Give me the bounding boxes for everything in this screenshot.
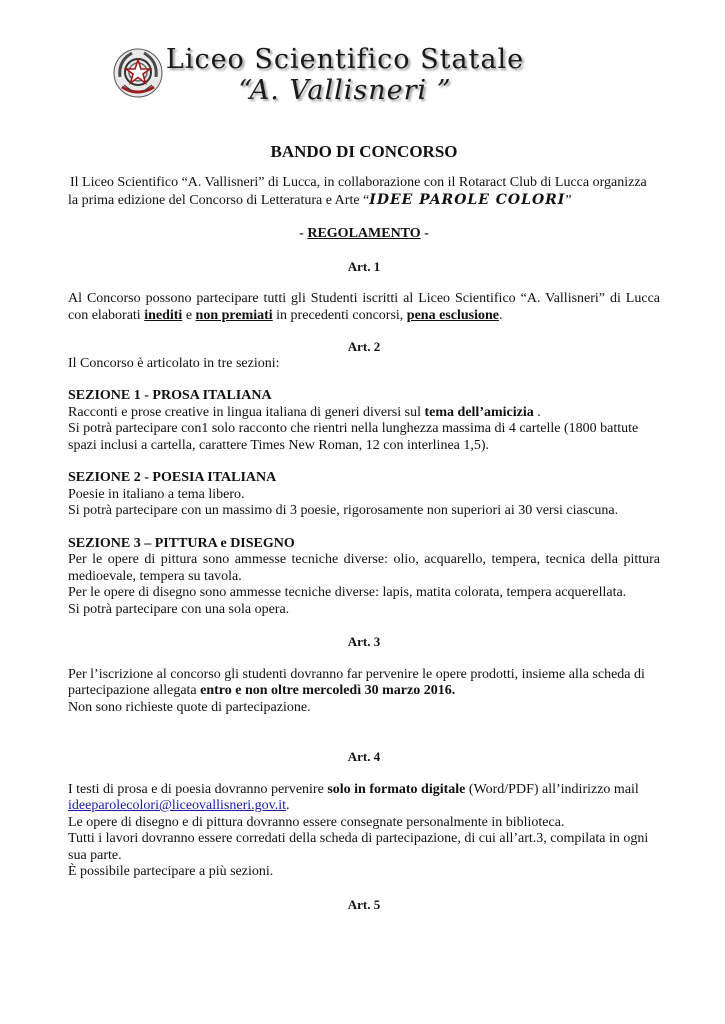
art4-text-c: .	[286, 798, 290, 813]
art2-paragraph: Il Concorso è articolato in tre sezioni:	[68, 355, 280, 371]
art1-text-c: in precedenti concorsi,	[272, 307, 407, 323]
sezione2-line1: Poesie in italiano a tema libero.	[68, 486, 245, 502]
art4-text-a: I testi di prosa e di poesia dovranno pervenire	[68, 781, 328, 797]
art1-paragraph	[68, 291, 660, 324]
art3-paragraph	[68, 667, 660, 700]
regolamento-label: REGOLAMENTO	[307, 226, 421, 241]
sezione1-title: SEZIONE 1 - PROSA ITALIANA	[68, 388, 272, 403]
sezione2-title: SEZIONE 2 - POESIA ITALIANA	[68, 470, 277, 485]
art1-non-premiati: non premiati	[195, 307, 273, 323]
school-name	[160, 44, 530, 106]
italian-republic-emblem-icon	[112, 47, 164, 99]
art1-pena-esclusione: pena esclusione	[406, 307, 499, 323]
art4-line4: È possibile partecipare a più sezioni.	[68, 864, 274, 879]
art3-title: Art. 3	[347, 634, 381, 649]
intro-paragraph	[68, 175, 660, 209]
regolamento-dash-left: -	[299, 226, 308, 241]
art1-title: Art. 1	[347, 258, 381, 274]
sezione3-line3: Si potrà partecipare con una sola opera.	[68, 601, 290, 617]
sezione3-line1: Per le opere di pittura sono ammesse tecniche diverse: olio, acquarello, tempera, tecnica della pittura medioevale, tempera su tavola.	[68, 552, 660, 584]
art5-title: Art. 5	[347, 896, 381, 912]
regolamento-heading	[68, 226, 660, 243]
sezione1-line1	[68, 405, 660, 422]
document-body	[68, 142, 660, 913]
email-link[interactable]: ideeparolecolori@liceovallisneri.gov.it	[68, 798, 287, 813]
sezione2-line2: Si potrà partecipare con un massimo di 3 poesie, rigorosamente non superiori ai 30 versi ciascuna.	[68, 503, 619, 518]
sezione1-tema: tema dell’amicizia	[424, 404, 534, 420]
sezione3-line2: Per le opere di disegno sono ammesse tecniche diverse: lapis, matita colorata, tempera acquerellata.	[68, 585, 627, 600]
competition-name: IDEE PAROLE COLORI	[369, 191, 566, 208]
art3-text-a: Per l’iscrizione al concorso gli studenti dovranno far pervenire le opere prodotti, insieme alla scheda di partecipazione allegata	[68, 666, 645, 698]
regolamento-dash-right: -	[420, 226, 429, 241]
art2-title: Art. 2	[347, 339, 381, 354]
art4-line3: Tutti i lavori dovranno essere corredati della scheda di partecipazione, di cui all’art.3, compilata in ogni sua parte.	[68, 831, 649, 863]
intro-text-b: ”	[565, 192, 572, 208]
art3-deadline: entro e non oltre mercoledì 30 marzo 2016.	[200, 683, 456, 698]
sezione3-title: SEZIONE 3 – PITTURA e DISEGNO	[68, 535, 295, 551]
art4-paragraph	[68, 782, 660, 815]
art1-inediti: inediti	[144, 307, 183, 323]
art4-formato-digitale: solo in formato digitale	[327, 781, 466, 797]
school-name-line1: Liceo Scientifico Statale	[165, 44, 525, 75]
art3-line2: Non sono richieste quote di partecipazione.	[68, 699, 311, 715]
art4-text-b: (Word/PDF) all’indirizzo mail	[465, 781, 639, 797]
art4-title: Art. 4	[347, 749, 381, 764]
school-name-line2: “A. Vallisneri ”	[238, 75, 452, 106]
art1-text-b: e	[182, 307, 196, 323]
sezione1-line2: Si potrà partecipare con1 solo racconto che rientri nella lunghezza massima di 4 cartelle (1800 battute spazi inclusi a cartella, carattere Times New Roman, 12 con interlinea 1,5).	[68, 421, 639, 453]
sezione1-text-a: Racconti e prose creative in lingua italiana di generi diversi sul	[68, 404, 425, 420]
sezione1-text-b: .	[533, 404, 541, 420]
art1-text-d: .	[498, 307, 503, 323]
art4-line2: Le opere di disegno e di pittura dovranno essere consegnate personalmente in biblioteca.	[68, 814, 565, 830]
intro-text-a: Il Liceo Scientifico “A. Vallisneri” di Lucca, in collaborazione con il Rotaract Club di Lucca organizza la prima edizione del Concorso di Letteratura e Arte “	[68, 175, 647, 208]
document-title: BANDO DI CONCORSO	[270, 142, 458, 161]
art1-text-a: Al Concorso possono partecipare tutti gli Studenti iscritti al Liceo Scientifico “A. Vallisneri” di Lucca con elaborati	[68, 291, 660, 323]
